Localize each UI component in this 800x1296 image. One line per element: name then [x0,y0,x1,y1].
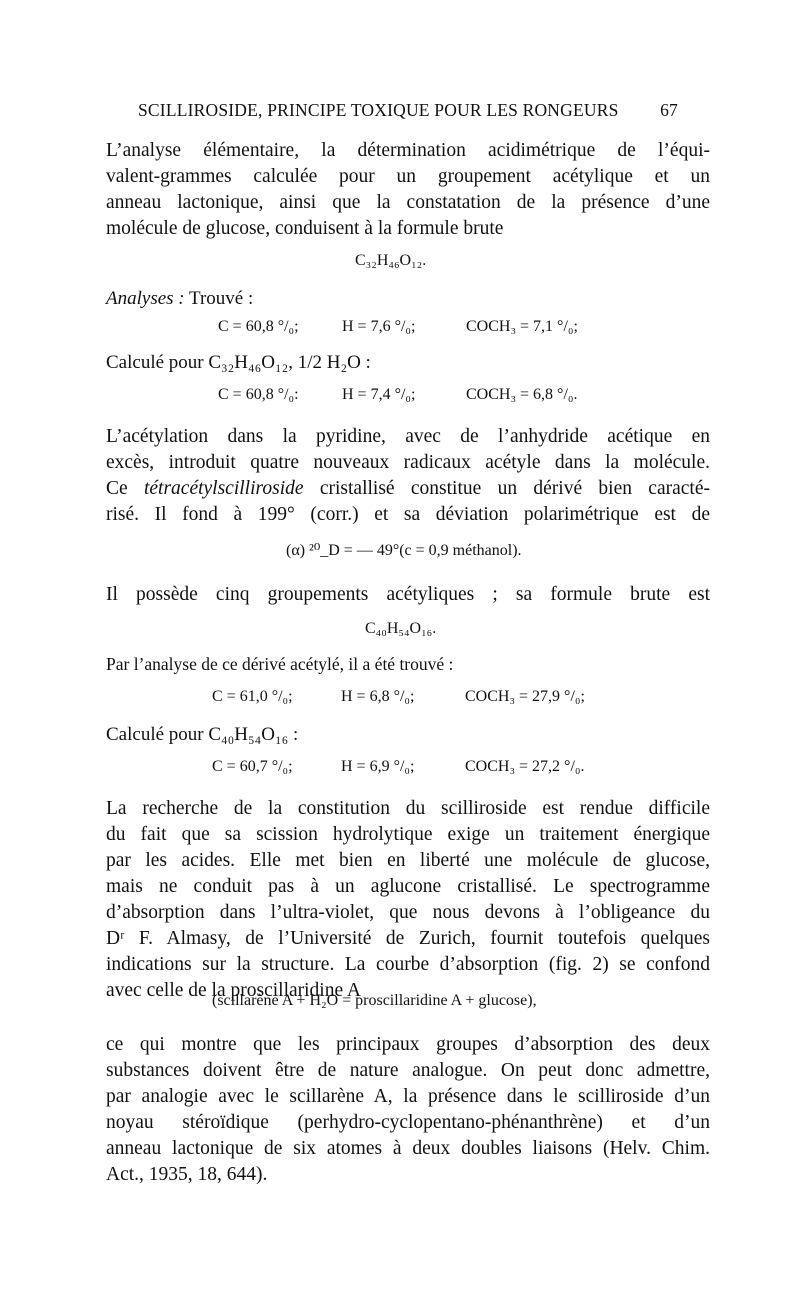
value-c: C = 60,8 °/₀: [218,386,299,403]
formula-brute: C₃₂H₄₆O₁₂. [355,252,427,269]
text-line: du fait que sa scission hydrolytique exige un traitement énergique [106,824,710,845]
value-h: H = 6,9 °/₀; [341,758,415,775]
text-line [106,476,710,502]
text-line: anneau lactonique, ainsi que la constatation de la présence d’une [106,192,710,213]
paragraph-acetylation [106,424,710,528]
value-c: C = 60,8 °/₀; [218,318,299,335]
text-line: avec celle de la proscillaridine A [106,980,362,1001]
paragraph-acetyl-groups [106,582,710,608]
text-line: ce qui montre que les principaux groupes d’absorption des deux [106,1034,710,1055]
text-line: indications sur la structure. La courbe d’absorption (fig. 2) se confond [106,954,710,975]
value-h: H = 6,8 °/₀; [341,688,415,705]
acetyl-found-row [212,688,585,706]
value-h: H = 7,4 °/₀; [342,386,416,403]
text-fragment: Ce [106,478,144,499]
text-line: L’analyse élémentaire, la détermination acidimétrique de l’équi- [106,140,710,161]
text-line: par analogie avec le scillarène A, la présence dans le scilliroside d’un [106,1086,710,1107]
formula-acetyl: C₄₀H₅₄O₁₆. [365,620,437,637]
page-number: 67 [660,100,678,120]
acetyl-calc-label: Calculé pour C₄₀H₅₄O₁₆ : [106,724,299,745]
text-line: mais ne conduit pas à un aglucone cristallisé. Le spectrogramme [106,876,710,897]
text-line: d’absorption dans l’ultra-violet, que nous devons à l’obligeance du [106,902,710,923]
value-coch3: COCH₃ = 6,8 °/₀. [466,386,578,403]
value-c: C = 60,7 °/₀; [212,758,293,775]
analyses-label [106,288,253,310]
value-h: H = 7,6 °/₀; [342,318,416,335]
running-title: SCILLIROSIDE, PRINCIPE TOXIQUE POUR LES RONGEURS [138,100,619,120]
calc-label: Calculé pour C₃₂H₄₆O₁₂, 1/2 H₂O : [106,352,371,373]
hydrolysis-equation: (scillarène A + H₂O = proscillaridine A + glucose), [212,992,537,1009]
value-c: C = 61,0 °/₀; [212,688,293,705]
compound-name: tétracétylscilliroside [143,478,304,499]
paragraph-conclusion [106,1032,710,1188]
text-line: risé. Il fond à 199° (corr.) et sa déviation polarimétrique est de [106,504,710,525]
text-line: Dʳ F. Almasy, de l’Université de Zurich, fournit toutefois quelques [106,928,710,949]
rotation-formula: (α) ²⁰_D = — 49°(c = 0,9 méthanol). [286,542,522,559]
paragraph-intro [106,138,710,242]
text-line: anneau lactonique de six atomes à deux doubles liaisons (Helv. Chim. [106,1138,710,1159]
text-line: substances doivent être de nature analogue. On peut donc admettre, [106,1060,710,1081]
analyses-found-label: Trouvé : [184,288,254,309]
text-line: molécule de glucose, conduisent à la formule brute [106,218,504,239]
value-coch3: COCH₃ = 7,1 °/₀; [466,318,578,335]
text-line: excès, introduit quatre nouveaux radicaux acétyle dans la molécule. [106,452,710,473]
paragraph-constitution [106,796,710,1004]
acetyl-calc-row [212,758,584,776]
value-coch3: COCH₃ = 27,9 °/₀; [465,688,585,705]
analysis-found-row [218,318,578,336]
text-line: par les acides. Elle met bien en liberté une molécule de glucose, [106,850,710,871]
text-line: noyau stéroïdique (perhydro-cyclopentano-phénanthrène) et d’un [106,1112,710,1133]
text-line: Il possède cinq groupements acétyliques ; sa formule brute est [106,584,710,605]
acetyl-intro: Par l’analyse de ce dérivé acétylé, il a été trouvé : [106,654,454,674]
text-line: Act., 1935, 18, 644). [106,1164,268,1185]
text-line: valent-grammes calculée pour un groupement acétylique et un [106,166,710,187]
text-fragment: cristallisé constitue un dérivé bien caracté- [303,478,710,499]
running-header [138,100,678,121]
analysis-calc-row [218,386,577,404]
text-line: L’acétylation dans la pyridine, avec de l’anhydride acétique en [106,426,710,447]
value-coch3: COCH₃ = 27,2 °/₀. [465,758,585,775]
text-line: La recherche de la constitution du scilliroside est rendue difficile [106,798,710,819]
analyses-italic: Analyses : [106,288,185,309]
